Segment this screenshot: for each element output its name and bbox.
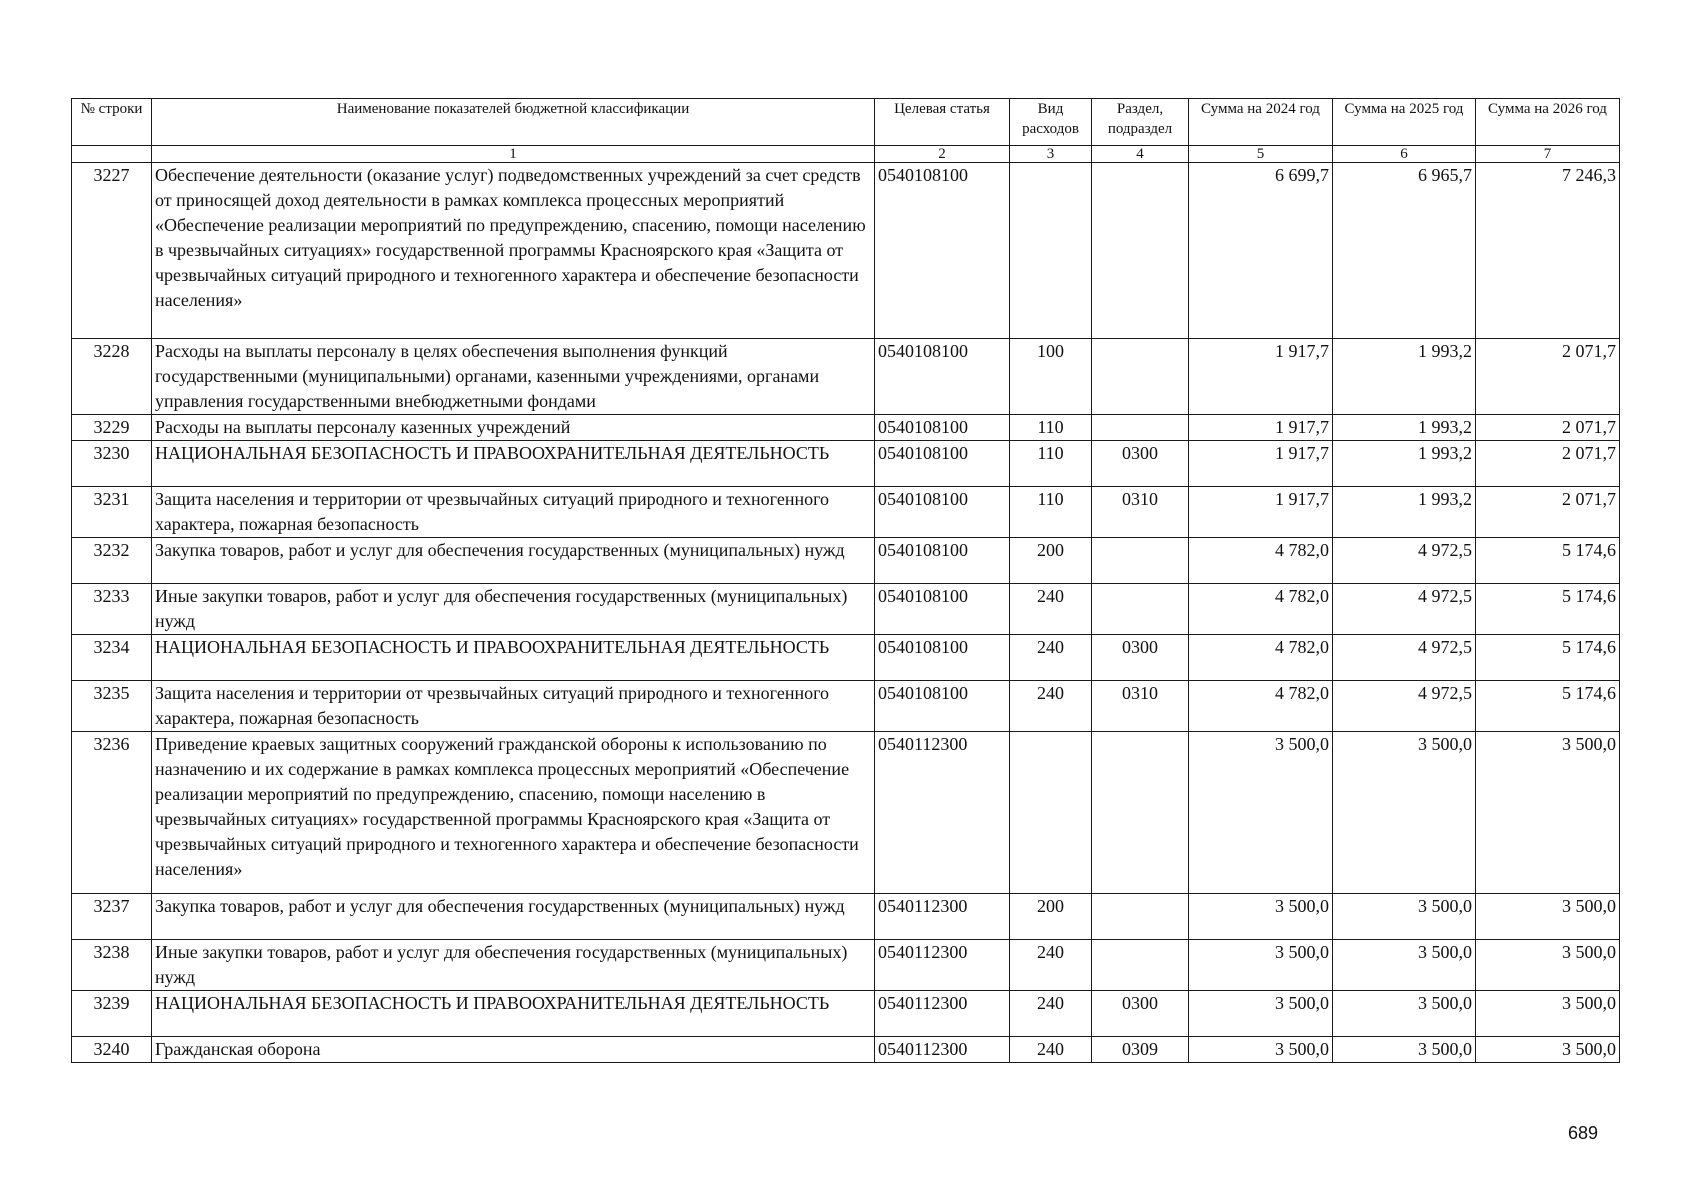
- column-number: 2: [875, 146, 1010, 163]
- header-sum-2024: Сумма на 2024 год: [1189, 99, 1333, 146]
- row-expense-type: [1010, 732, 1092, 894]
- row-number: 3236: [72, 732, 152, 894]
- row-sum-2026: 5 174,6: [1476, 635, 1620, 681]
- column-number: [72, 146, 152, 163]
- row-sum-2026: 3 500,0: [1476, 991, 1620, 1037]
- row-expense-type: 240: [1010, 681, 1092, 732]
- row-name: Обеспечение деятельности (оказание услуг) подведомственных учреждений за счет средств от приносящей доход деятельности в рамках комплекса процессных мероприятий «Обеспечение реализации мероприятий по предупреждению, спасению, помощи населению в чрезвычайных ситуациях» государственной программы Красноярского края «Защита от чрезвычайных ситуаций природного и техногенного характера и обеспечение безопасности населения»: [152, 163, 875, 339]
- row-section: 0300: [1092, 635, 1189, 681]
- row-target-article: 0540112300: [875, 991, 1010, 1037]
- row-section: [1092, 584, 1189, 635]
- row-section: [1092, 940, 1189, 991]
- row-name: Закупка товаров, работ и услуг для обеспечения государственных (муниципальных) нужд: [152, 894, 875, 940]
- row-name: НАЦИОНАЛЬНАЯ БЕЗОПАСНОСТЬ И ПРАВООХРАНИТЕЛЬНАЯ ДЕЯТЕЛЬНОСТЬ: [152, 991, 875, 1037]
- row-number: 3240: [72, 1037, 152, 1063]
- row-section: 0300: [1092, 991, 1189, 1037]
- row-sum-2024: 4 782,0: [1189, 584, 1333, 635]
- row-expense-type: 240: [1010, 991, 1092, 1037]
- row-expense-type: 110: [1010, 415, 1092, 441]
- header-sum-2025: Сумма на 2025 год: [1333, 99, 1476, 146]
- row-number: 3230: [72, 441, 152, 487]
- row-section: [1092, 339, 1189, 415]
- row-sum-2025: 1 993,2: [1333, 415, 1476, 441]
- header-name: Наименование показателей бюджетной классификации: [152, 99, 875, 146]
- row-section: 0310: [1092, 681, 1189, 732]
- row-sum-2026: 3 500,0: [1476, 940, 1620, 991]
- row-sum-2024: 4 782,0: [1189, 635, 1333, 681]
- row-sum-2025: 4 972,5: [1333, 635, 1476, 681]
- column-number: 6: [1333, 146, 1476, 163]
- row-number: 3227: [72, 163, 152, 339]
- table-row: [72, 584, 1620, 635]
- row-sum-2025: 1 993,2: [1333, 441, 1476, 487]
- table-row: [72, 635, 1620, 681]
- row-expense-type: 240: [1010, 940, 1092, 991]
- header-section: Раздел, подраздел: [1092, 99, 1189, 146]
- row-sum-2024: 6 699,7: [1189, 163, 1333, 339]
- table-row: [72, 487, 1620, 538]
- row-target-article: 0540112300: [875, 894, 1010, 940]
- header-row-no: № строки: [72, 99, 152, 146]
- table-row: [72, 415, 1620, 441]
- row-target-article: 0540108100: [875, 441, 1010, 487]
- column-number: 3: [1010, 146, 1092, 163]
- table-row: [72, 681, 1620, 732]
- table-row: [72, 732, 1620, 894]
- row-sum-2026: 2 071,7: [1476, 441, 1620, 487]
- table-row: [72, 940, 1620, 991]
- table-row: [72, 894, 1620, 940]
- table-row: [72, 1037, 1620, 1063]
- row-number: 3235: [72, 681, 152, 732]
- row-sum-2025: 3 500,0: [1333, 894, 1476, 940]
- row-target-article: 0540108100: [875, 538, 1010, 584]
- row-expense-type: 240: [1010, 584, 1092, 635]
- row-expense-type: 110: [1010, 487, 1092, 538]
- row-sum-2025: 6 965,7: [1333, 163, 1476, 339]
- row-number: 3229: [72, 415, 152, 441]
- row-sum-2025: 4 972,5: [1333, 584, 1476, 635]
- row-number: 3228: [72, 339, 152, 415]
- budget-sheet: [71, 98, 1619, 1063]
- row-target-article: 0540108100: [875, 487, 1010, 538]
- row-section: [1092, 538, 1189, 584]
- row-sum-2025: 3 500,0: [1333, 940, 1476, 991]
- header-expense-type: Вид расходов: [1010, 99, 1092, 146]
- page-number: 689: [1568, 1123, 1599, 1143]
- row-expense-type: 240: [1010, 1037, 1092, 1063]
- row-name: НАЦИОНАЛЬНАЯ БЕЗОПАСНОСТЬ И ПРАВООХРАНИТЕЛЬНАЯ ДЕЯТЕЛЬНОСТЬ: [152, 441, 875, 487]
- row-section: [1092, 163, 1189, 339]
- row-name: Иные закупки товаров, работ и услуг для обеспечения государственных (муниципальных) нужд: [152, 584, 875, 635]
- row-expense-type: 200: [1010, 894, 1092, 940]
- row-number: 3233: [72, 584, 152, 635]
- row-target-article: 0540108100: [875, 681, 1010, 732]
- row-expense-type: 110: [1010, 441, 1092, 487]
- column-number-row: [72, 146, 1620, 163]
- row-name: Расходы на выплаты персоналу казенных учреждений: [152, 415, 875, 441]
- row-sum-2026: 3 500,0: [1476, 894, 1620, 940]
- table-row: [72, 538, 1620, 584]
- row-sum-2026: 5 174,6: [1476, 584, 1620, 635]
- table-row: [72, 441, 1620, 487]
- row-sum-2026: 3 500,0: [1476, 1037, 1620, 1063]
- row-sum-2024: 3 500,0: [1189, 1037, 1333, 1063]
- row-name: НАЦИОНАЛЬНАЯ БЕЗОПАСНОСТЬ И ПРАВООХРАНИТЕЛЬНАЯ ДЕЯТЕЛЬНОСТЬ: [152, 635, 875, 681]
- table-row: [72, 991, 1620, 1037]
- row-number: 3234: [72, 635, 152, 681]
- row-sum-2026: 2 071,7: [1476, 415, 1620, 441]
- row-sum-2024: 3 500,0: [1189, 940, 1333, 991]
- row-target-article: 0540112300: [875, 1037, 1010, 1063]
- row-expense-type: 100: [1010, 339, 1092, 415]
- row-sum-2024: 1 917,7: [1189, 415, 1333, 441]
- row-name: Приведение краевых защитных сооружений гражданской обороны к использованию по назначению и их содержание в рамках комплекса процессных мероприятий «Обеспечение реализации мероприятий по предупреждению, спасению, помощи населению в чрезвычайных ситуациях» государственной программы Красноярского края «Защита от чрезвычайных ситуаций природного и техногенного характера и обеспечение безопасности населения»: [152, 732, 875, 894]
- column-number: 1: [152, 146, 875, 163]
- row-sum-2025: 4 972,5: [1333, 681, 1476, 732]
- table-row: [72, 339, 1620, 415]
- row-number: 3231: [72, 487, 152, 538]
- row-sum-2024: 3 500,0: [1189, 732, 1333, 894]
- row-target-article: 0540108100: [875, 584, 1010, 635]
- row-name: Защита населения и территории от чрезвычайных ситуаций природного и техногенного характера, пожарная безопасность: [152, 681, 875, 732]
- row-section: [1092, 415, 1189, 441]
- row-target-article: 0540112300: [875, 732, 1010, 894]
- row-expense-type: [1010, 163, 1092, 339]
- row-section: 0300: [1092, 441, 1189, 487]
- row-sum-2024: 4 782,0: [1189, 681, 1333, 732]
- row-sum-2025: 1 993,2: [1333, 487, 1476, 538]
- row-number: 3239: [72, 991, 152, 1037]
- row-number: 3237: [72, 894, 152, 940]
- row-target-article: 0540112300: [875, 940, 1010, 991]
- row-sum-2025: 4 972,5: [1333, 538, 1476, 584]
- row-section: [1092, 732, 1189, 894]
- budget-table: [71, 98, 1620, 1063]
- table-header: [72, 99, 1620, 146]
- row-section: 0310: [1092, 487, 1189, 538]
- row-sum-2024: 3 500,0: [1189, 991, 1333, 1037]
- row-name: Защита населения и территории от чрезвычайных ситуаций природного и техногенного характера, пожарная безопасность: [152, 487, 875, 538]
- row-sum-2026: 2 071,7: [1476, 339, 1620, 415]
- row-sum-2025: 1 993,2: [1333, 339, 1476, 415]
- table-body: [72, 163, 1620, 1063]
- row-sum-2026: 3 500,0: [1476, 732, 1620, 894]
- row-sum-2024: 1 917,7: [1189, 441, 1333, 487]
- column-number: 7: [1476, 146, 1620, 163]
- row-name: Иные закупки товаров, работ и услуг для обеспечения государственных (муниципальных) нужд: [152, 940, 875, 991]
- row-expense-type: 240: [1010, 635, 1092, 681]
- row-name: Гражданская оборона: [152, 1037, 875, 1063]
- header-sum-2026: Сумма на 2026 год: [1476, 99, 1620, 146]
- row-section: 0309: [1092, 1037, 1189, 1063]
- row-name: Расходы на выплаты персоналу в целях обеспечения выполнения функций государственными (муниципальными) органами, казенными учреждениями, органами управления государственными внебюджетными фондами: [152, 339, 875, 415]
- row-name: Закупка товаров, работ и услуг для обеспечения государственных (муниципальных) нужд: [152, 538, 875, 584]
- row-target-article: 0540108100: [875, 163, 1010, 339]
- table-row: [72, 163, 1620, 339]
- row-sum-2026: 5 174,6: [1476, 538, 1620, 584]
- row-number: 3232: [72, 538, 152, 584]
- row-sum-2025: 3 500,0: [1333, 991, 1476, 1037]
- column-number: 4: [1092, 146, 1189, 163]
- row-target-article: 0540108100: [875, 635, 1010, 681]
- row-section: [1092, 894, 1189, 940]
- row-target-article: 0540108100: [875, 339, 1010, 415]
- row-sum-2026: 5 174,6: [1476, 681, 1620, 732]
- row-sum-2026: 2 071,7: [1476, 487, 1620, 538]
- row-sum-2026: 7 246,3: [1476, 163, 1620, 339]
- column-number: 5: [1189, 146, 1333, 163]
- row-sum-2024: 3 500,0: [1189, 894, 1333, 940]
- row-sum-2024: 4 782,0: [1189, 538, 1333, 584]
- header-target: Целевая статья: [875, 99, 1010, 146]
- row-expense-type: 200: [1010, 538, 1092, 584]
- row-number: 3238: [72, 940, 152, 991]
- row-sum-2025: 3 500,0: [1333, 1037, 1476, 1063]
- row-sum-2025: 3 500,0: [1333, 732, 1476, 894]
- row-sum-2024: 1 917,7: [1189, 487, 1333, 538]
- row-sum-2024: 1 917,7: [1189, 339, 1333, 415]
- row-target-article: 0540108100: [875, 415, 1010, 441]
